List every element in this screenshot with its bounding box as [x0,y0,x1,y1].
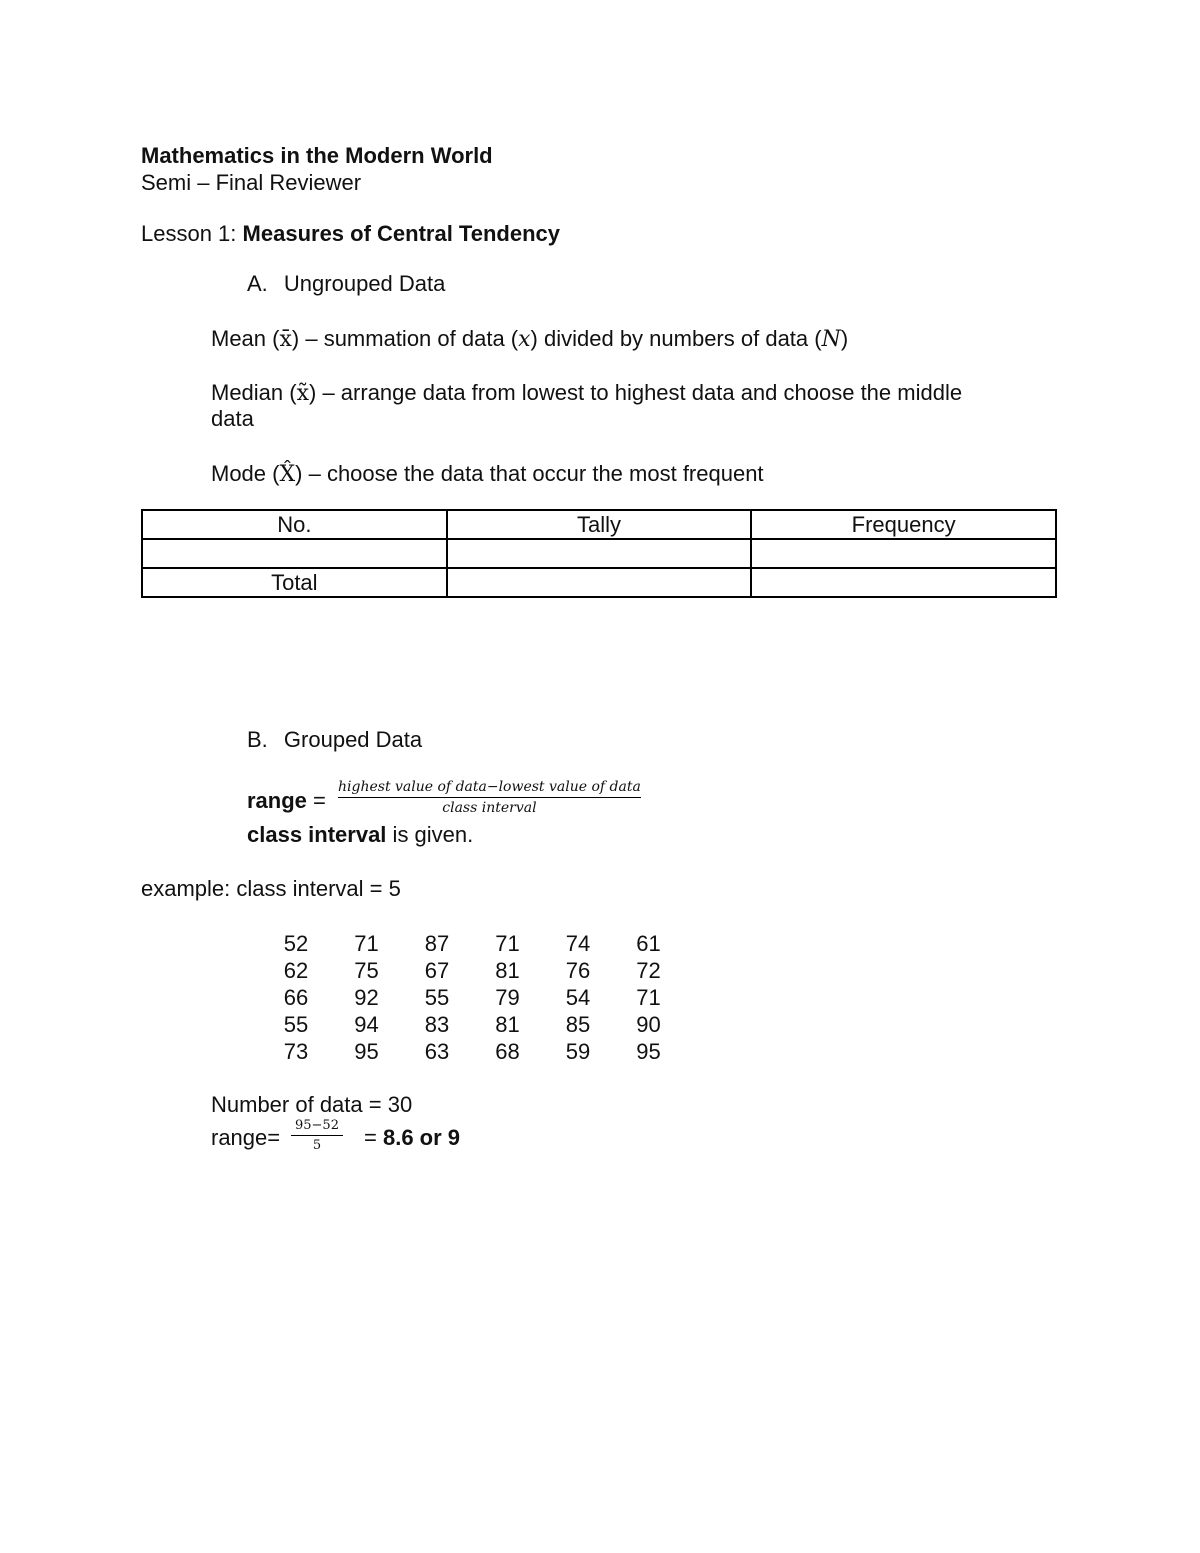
table-total-row [142,568,1056,597]
median-label: Median ( [211,380,297,405]
data-value: 73 [283,1039,309,1064]
data-value: 62 [283,958,309,983]
range-calc-result-line [364,1125,460,1151]
data-value: 67 [424,958,450,983]
data-value: 94 [354,1012,379,1037]
range-calc-result: 8.6 or 9 [382,1125,461,1150]
table-cell [751,568,1056,597]
mean-definition [211,326,848,353]
section-a-heading [247,271,445,297]
data-value: 71 [636,985,661,1010]
document-subtitle: Semi – Final Reviewer [141,170,362,195]
range-calc-numerator: 95−52 [295,1118,339,1133]
data-value: 81 [495,1012,520,1037]
range-numerator: highest value of data−lowest value of data [338,779,641,795]
mean-var-x: x [518,327,531,352]
table-header-row [142,510,1056,539]
median-text-1: ) – arrange data from lowest to highest data and choose the middle [309,380,963,405]
range-equals: = [313,788,326,813]
table-cell [447,539,752,568]
data-value: 79 [495,985,520,1010]
fraction-bar [338,797,641,798]
data-value: 87 [424,931,450,956]
data-value: 72 [636,958,661,983]
table-header-frequency: Frequency [751,510,1056,539]
class-interval-note [247,822,473,848]
number-of-data: Number of data = 30 [211,1092,413,1117]
range-denominator: class interval [442,800,537,816]
data-value: 95 [636,1039,661,1064]
median-symbol: x̃ [296,381,310,406]
data-value: 74 [565,931,591,956]
data-value: 95 [354,1039,379,1064]
range-formula-fraction [338,779,641,816]
lesson-heading [141,221,560,247]
class-interval-bold: class interval [247,822,387,847]
table-header-no: No. [142,510,447,539]
section-a-marker: A. [247,271,268,296]
data-value: 55 [424,985,450,1010]
fraction-bar [291,1135,343,1136]
range-calc-denominator: 5 [312,1138,322,1153]
table-cell [751,539,1056,568]
data-value: 71 [354,931,379,956]
frequency-table [141,509,1057,598]
mode-symbol: X̂ [279,462,296,487]
section-a-title: Ungrouped Data [283,271,446,296]
data-value: 90 [636,1012,661,1037]
mean-text-1: ) – summation of data ( [291,326,519,351]
mode-definition [211,461,764,488]
median-definition-continued: data [211,406,254,431]
range-label: range [247,788,307,813]
range-calc-equals: = [364,1125,377,1150]
data-value: 68 [495,1039,520,1064]
range-calc-label: range= [211,1125,281,1150]
data-value: 71 [495,931,520,956]
table-header-tally: Tally [447,510,752,539]
data-value: 63 [424,1039,450,1064]
table-cell [447,568,752,597]
data-value: 61 [636,931,661,956]
data-value: 75 [354,958,379,983]
lesson-title: Measures of Central Tendency [242,221,560,246]
data-value: 83 [424,1012,450,1037]
data-value: 81 [495,958,520,983]
data-value: 92 [354,985,379,1010]
range-calc-fraction [291,1118,343,1153]
section-b-heading [247,727,422,753]
example-line: example: class interval = 5 [141,876,401,901]
mode-label: Mode ( [211,461,280,486]
data-value: 76 [565,958,591,983]
range-formula-label [247,788,326,814]
class-interval-rest: is given. [386,822,474,847]
data-value: 54 [565,985,591,1010]
table-cell [142,539,447,568]
mean-symbol: x̄ [279,327,292,352]
mode-text-1: ) – choose the data that occur the most frequent [295,461,764,486]
data-value: 55 [283,1012,309,1037]
mean-text-3: ) [840,326,849,351]
lesson-prefix: Lesson 1: [141,221,237,246]
data-value: 66 [283,985,309,1010]
mean-label: Mean ( [211,326,280,351]
data-value: 85 [565,1012,591,1037]
median-definition [211,380,962,407]
section-b-marker: B. [247,727,268,752]
mean-text-2: ) divided by numbers of data ( [530,326,822,351]
table-total-label: Total [142,568,447,597]
data-value: 59 [565,1039,591,1064]
mean-var-n: N [821,327,841,352]
section-b-title: Grouped Data [283,727,423,752]
data-value: 52 [283,931,309,956]
table-row [142,539,1056,568]
document-title: Mathematics in the Modern World [141,143,493,168]
